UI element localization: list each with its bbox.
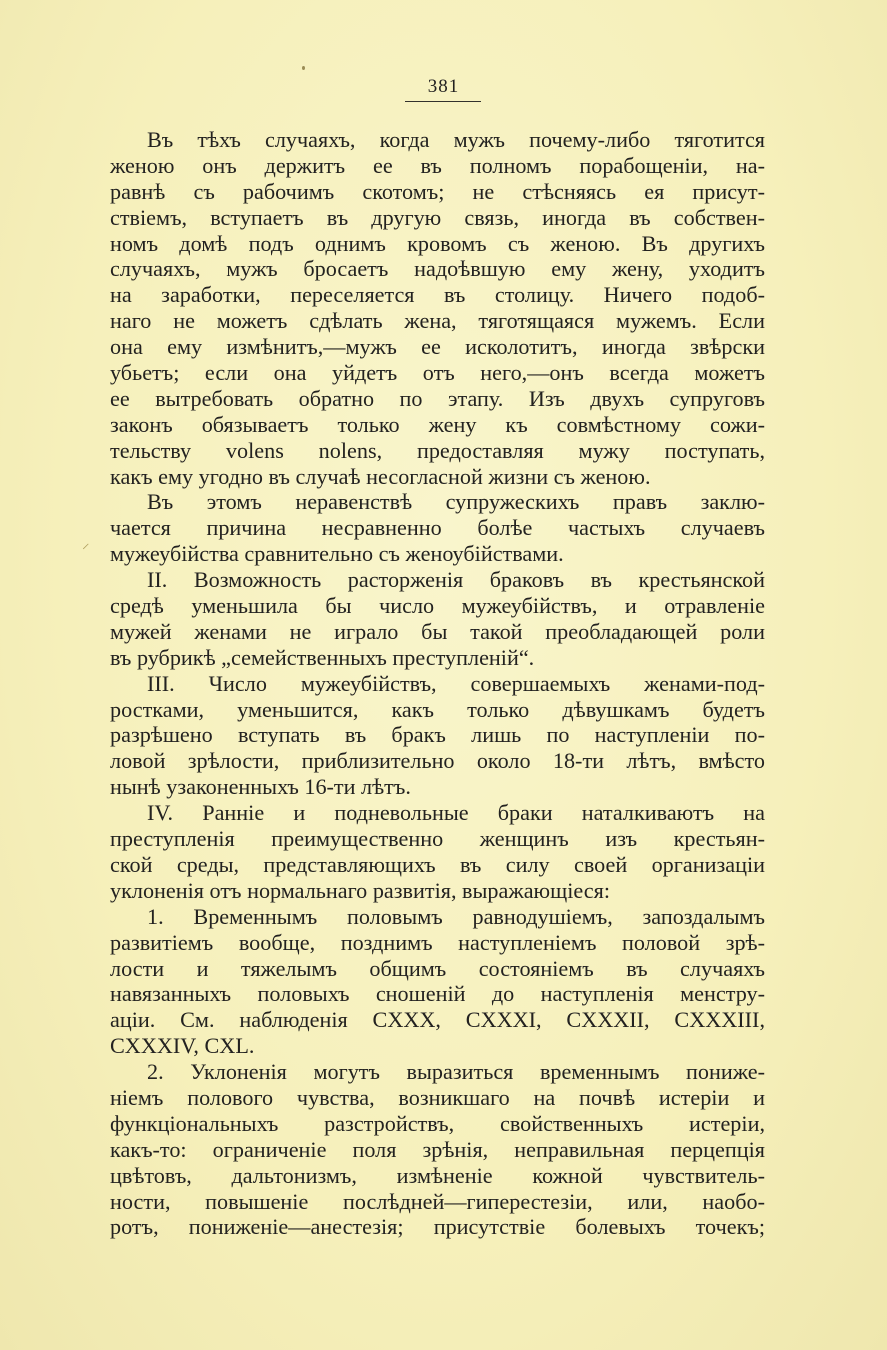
- page-dot: [302, 66, 305, 70]
- text-line: ростками, уменьшится, какъ только дѣвушкамъ будетъ: [110, 696, 765, 722]
- text-line: какъ-то: ограниченiе поля зрѣнiя, неправильная перцепцiя: [110, 1136, 765, 1162]
- text-line: ее вытребовать обратно по этапу. Изъ двухъ супруговъ: [110, 385, 765, 411]
- text-line: на заработки, переселяется въ столицу. Ничего подоб-: [110, 282, 765, 308]
- text-line: функцiональныхъ разстройствъ, свойственныхъ истерiи,: [110, 1110, 765, 1136]
- text-line: чается причина несравненно болѣе частыхъ случаевъ: [110, 515, 765, 541]
- text-line: она ему измѣнитъ,—мужъ ее исколотитъ, иногда звѣрски: [110, 334, 765, 360]
- body-text: [110, 127, 765, 1240]
- text-line: III. Число мужеубiйствъ, совершаемыхъ женами-под-: [147, 670, 765, 696]
- text-line: ловой зрѣлости, приблизительно около 18-ти лѣтъ, вмѣсто: [110, 748, 765, 774]
- page-number-rule: [405, 101, 481, 102]
- text-line: IV. Раннiе и подневольные браки наталкиваютъ на: [147, 800, 765, 826]
- text-line: законъ обязываетъ только жену къ совмѣстному сожи-: [110, 411, 765, 437]
- text-line: ности, повышенiе послѣдней—гиперестезiи, или, наобо-: [110, 1188, 765, 1214]
- text-line: ацiи. См. наблюденiя CXXX, CXXXI, CXXXII, CXXXIII,: [110, 1007, 765, 1033]
- text-line: 1. Временнымъ половымъ равнодушiемъ, запоздалымъ: [147, 903, 765, 929]
- text-line: номъ домѣ подъ однимъ кровомъ съ женою. Въ другихъ: [110, 230, 765, 256]
- text-line: цвѣтовъ, дальтонизмъ, измѣненiе кожной чувствитель-: [110, 1162, 765, 1188]
- text-line: тельству volens nolens, предоставляя мужу поступать,: [110, 437, 765, 463]
- text-line: ствiемъ, вступаетъ въ другую связь, иногда въ собствен-: [110, 204, 765, 230]
- text-line: случаяхъ, мужъ бросаетъ надоѣвшую ему жену, уходитъ: [110, 256, 765, 282]
- text-line: уклоненiя отъ нормальнаго развитiя, выражающiеся:: [110, 877, 610, 903]
- text-line: лости и тяжелымъ общимъ состоянiемъ въ случаяхъ: [110, 955, 765, 981]
- text-line: ской среды, представляющихъ въ силу своей организацiи: [110, 851, 765, 877]
- text-line: средѣ уменьшила бы число мужеубiйствъ, и отравленiе: [110, 593, 765, 619]
- page-number: 381: [427, 76, 460, 97]
- text-line: II. Возможность расторженiя браковъ въ крестьянской: [147, 567, 765, 593]
- margin-mark: ⸝: [82, 536, 90, 552]
- text-line: CXXXIV, CXL.: [110, 1033, 255, 1059]
- text-line: ротъ, пониженiе—анестезiя; присутствiе болевыхъ точекъ;: [110, 1214, 765, 1240]
- text-line: мужей женами не играло бы такой преобладающей роли: [110, 618, 765, 644]
- text-line: равнѣ съ рабочимъ скотомъ; не стѣсняясь ея присут-: [110, 178, 765, 204]
- text-line: навязанныхъ половыхъ сношенiй до наступленiя менстру-: [110, 981, 765, 1007]
- text-line: мужеубiйства сравнительно съ женоубiйствами.: [110, 541, 564, 567]
- text-line: развитiемъ вообще, позднимъ наступленiемъ половой зрѣ-: [110, 929, 765, 955]
- text-line: нынѣ узаконенныхъ 16-ти лѣтъ.: [110, 774, 411, 800]
- text-line: Въ этомъ неравенствѣ супружескихъ правъ заклю-: [147, 489, 765, 515]
- text-line: наго не можетъ сдѣлать жена, тяготящаяся мужемъ. Если: [110, 308, 765, 334]
- text-line: Въ тѣхъ случаяхъ, когда мужъ почему-либо тяготится: [147, 127, 765, 152]
- text-line: женою онъ держитъ ее въ полномъ порабощенiи, на-: [110, 152, 765, 178]
- text-line: 2. Уклоненiя могутъ выразиться временнымъ пониже-: [147, 1059, 765, 1085]
- text-line: разрѣшено вступать въ бракъ лишь по наступленiи по-: [110, 722, 765, 748]
- text-line: въ рубрикѣ „семейственныхъ преступленiй“.: [110, 644, 535, 670]
- text-line: нiемъ полового чувства, возникшаго на почвѣ истерiи и: [110, 1084, 765, 1110]
- text-line: какъ ему угодно въ случаѣ несогласной жизни съ женою.: [110, 463, 651, 489]
- text-line: преступленiя преимущественно женщинъ изъ крестьян-: [110, 826, 765, 852]
- text-line: убьетъ; если она уйдетъ отъ него,—онъ всегда можетъ: [110, 360, 765, 386]
